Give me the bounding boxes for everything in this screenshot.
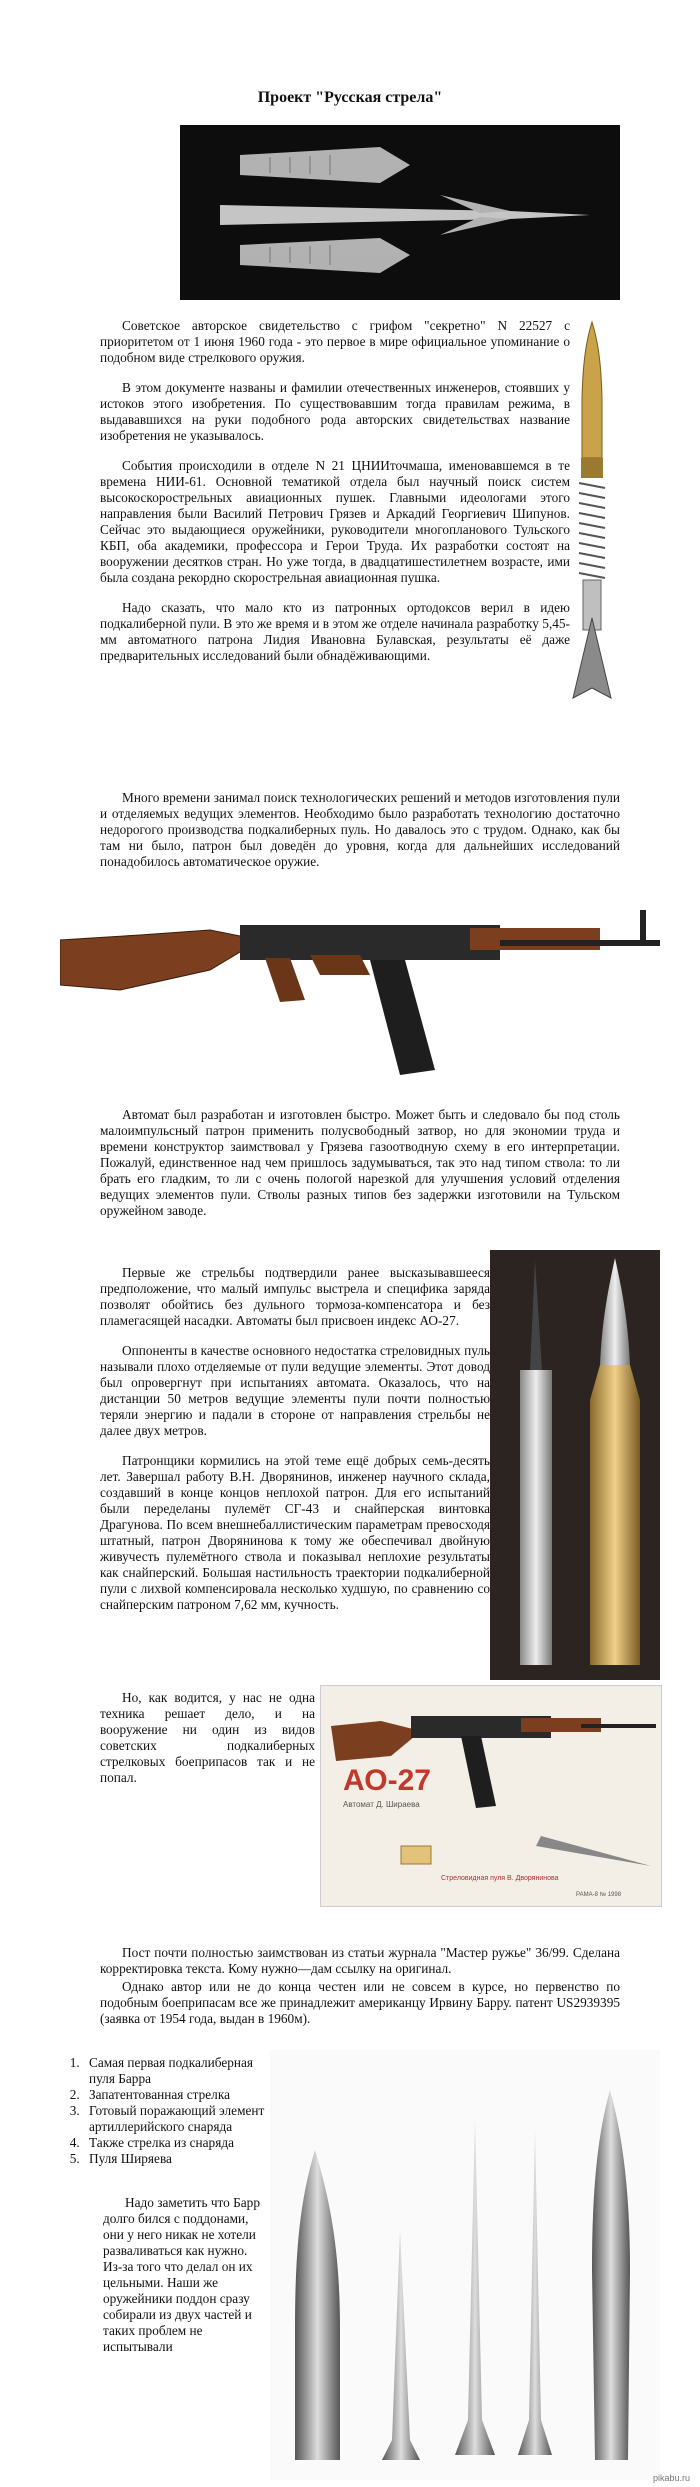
- paragraph: События происходили в отделе N 21 ЦНИИточмаша, именовавшемся в те времена НИИ-61. Основной тематикой отдела был научный поиск систем высокоскорострельных авиационных пушек. Главными идеологами этого направления были Василий Петрович Грязев и Аркадий Георгиевич Шипунов. Сейчас это выдающиеся оружейники, руководители многопланового Тульского КБП, оба академики, профессора и Герои Труда. Их разработки состоят на вооружении десятков стран. Но уже тогда, в двадцатишестилетнем возрасте, ими была создана рекордно скорострельная авиационная пушка.: [100, 458, 570, 585]
- ao27-caption: Стреловидная пуля В. Дворянинова: [441, 1875, 559, 1882]
- flechettes-photo-image: [270, 2050, 660, 2480]
- list-item: 4. Также стрелка из снаряда: [83, 2135, 270, 2151]
- item-list: [47, 2055, 270, 2167]
- text-block-barr: [55, 2055, 270, 2355]
- text-block-technology: [100, 790, 620, 870]
- text-block-source: [100, 1945, 620, 2027]
- paragraph: Советское авторское свидетельство с грифом "секретно" N 22527 с приоритетом от 1 июня 1960 года - это первое в мире официальное упоминание о подобном виде стрелкового оружия.: [100, 318, 570, 365]
- paragraph: Много времени занимал поиск технологических решений и методов изготовления пули и отделяемых ведущих элементов. Необходимо было разработать технологию достаточно недорогого производства подкалиберных пуль. Но давалось это с трудом. Однако, как бы там ни было, патрон был доведён до уровня, когда для дальнейших исследований понадобилось автоматическое оружие.: [100, 790, 620, 869]
- page-title: Проект "Русская стрела": [257, 89, 443, 106]
- paragraph: Но, как водится, у нас не одна техника решает дело, и на вооружение ни один из видов советских подкалиберных стрелковых боеприпасов так и не попал.: [100, 1690, 315, 1785]
- ao27-rifle-image: [60, 880, 660, 1090]
- list-item: 3. Готовый поражающий элемент артиллерийского снаряда: [83, 2103, 270, 2135]
- paragraph: Пост почти полностью заимствован из статьи журнала "Мастер ружье" 36/99. Сделана корректировка текста. Кому нужно—дам ссылку на оригинал.: [100, 1945, 620, 1976]
- ao27-label: АО-27: [343, 1764, 431, 1797]
- paragraph: Надо заметить что Барр долго бился с поддонами, они у него никак не хотели разваливаться как нужно. Из-за того что делал он их цельными. Наши же оружейники поддон сразу собирали из двух частей и таких проблем не испытывали: [103, 2195, 260, 2354]
- cartridges-image: [490, 1250, 660, 1680]
- text-block-conclusion: [100, 1690, 315, 1786]
- ao27-ref: РАМА-8 № 1998: [576, 1892, 622, 1898]
- paragraph: Надо сказать, что мало кто из патронных ортодоксов верил в идею подкалиберной пули. В это же время и в этом же отделе начинала разработку 5,45-мм автоматного патрона Лидия Ивановна Булавская, результаты её даже предварительных исследований были обнадёживающими.: [100, 600, 570, 663]
- ao27-subtitle: Автомат Д. Шираева: [343, 1800, 420, 1809]
- text-block-intro: [100, 318, 570, 664]
- paragraph: Оппоненты в качестве основного недостатка стреловидных пуль называли плохо отделяемые от пули ведущие элементы. Этот довод был опровергнут при испытаниях автомата. Оказалось, что на дистанции 50 метров ведущие элементы пули почти полностью теряли энергию и падали в стороне от направления стрельбы не далее двух метров.: [100, 1343, 490, 1438]
- text-block-tests: [100, 1265, 490, 1613]
- flechette-xray-image: [180, 125, 620, 300]
- paragraph: Автомат был разработан и изготовлен быстро. Может быть и следовало бы под столь малоимпульсный патрон применить полусвободный затвор, но для экономии труда и времени конструктор заимствовал у Грязева газоотводную схему в его интерпретации. Пожалуй, единственное над чем пришлось задумываться, так это над типом ствола: то ли брать его гладким, то ли с очень пологой нарезкой для улучшения условий отделения ведущих элементов пули. Стволы разных типов без задержки изготовили на Тульском оружейном заводе.: [100, 1107, 620, 1218]
- ao27-card-image: [320, 1685, 662, 1907]
- text-block-design: [100, 1107, 620, 1219]
- flechette-cartridge-image: [565, 318, 620, 713]
- paragraph: Первые же стрельбы подтвердили ранее высказывавшееся предположение, что малый импульс выстрела и специфика заряда позволят обойтись без дульного тормоза-компенсатора и без пламегасящей насадки. Автоматы был присвоен индекс АО-27.: [100, 1265, 490, 1328]
- paragraph: В этом документе названы и фамилии отечественных инженеров, стоявших у истоков этого изобретения. По существовавшим тогда правилам режима, в выдававшихся на руки подобного рода авторских свидетельствах название изобретения не указывалось.: [100, 380, 570, 443]
- list-item: 5. Пуля Ширяева: [83, 2151, 270, 2167]
- list-item: 2. Запатентованная стрелка: [83, 2087, 270, 2103]
- paragraph: Патронщики кормились на этой теме ещё добрых семь-десять лет. Завершал работу В.Н. Дворянинов, инженер научного склада, создавший в конце концов неплохой патрон. Для его испытаний были переделаны пулемёт СГ-43 и снайперская винтовка Драгунова. По всем внешнебаллистическим параметрам превосходя штатный, патрон Дворянинова к тому же обеспечивал двойную живучесть пулемётного ствола и показывал неплохие результаты как снайперский. Большая настильность траектории подкалиберной пули с лихвой компенсировала несколько худшую, по сравнению со снайперским патроном 7,62 мм, кучность.: [100, 1453, 490, 1612]
- footer-watermark: pikabu.ru: [652, 2473, 690, 2483]
- paragraph: Однако автор или не до конца честен или не совсем в курсе, но первенство по подобным боеприпасам все же принадлежит американцу Ирвину Барру. патент US2939395 (заявка от 1954 года, выдан в 1960м).: [100, 1979, 620, 2026]
- list-item: 1. Самая первая подкалиберная пуля Барра: [83, 2055, 270, 2087]
